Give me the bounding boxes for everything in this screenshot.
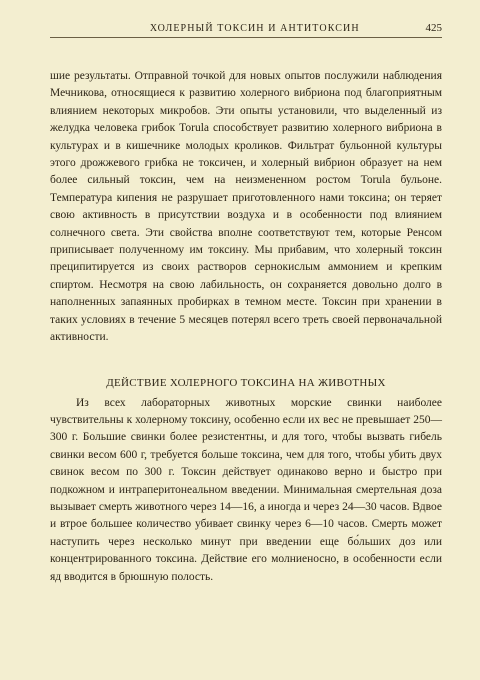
page-number: 425 [425,22,442,34]
body-paragraph: шие результаты. Отправной точкой для новых опытов послужили наблюдения Мечникова, относящиеся к развитию холерного вибриона под благоприятным влиянием некоторых микробов. Эти опыты установили, что выделенный из желудка человека грибок Torula способствует развитию холерного вибриона в культурах и в кишечнике молодых кроликов. Фильтрат бульонной культуры этого дрожжевого грибка не токсичен, и холерный вибрион образует на нем более сильный токсин, чем на неизмененном ростом Torula бульоне. Температура кипения не разрушает приготовленного нами токсина; он теряет свою активность в присутствии воздуха и в особенности под влиянием солнечного света. Эти свойства вполне соответствуют тем, которые Ренсом приписывает полученному им токсину. Мы прибавим, что холерный токсин преципитируется из своих растворов сернокислым аммонием и крепким спиртом. Несмотря на свою лабильность, он сохраняется довольно долго в наполненных запаянных пробирках в темном месте. Токсин при хранении в таких условиях в течение 5 месяцев потерял всего треть своей первоначальной активности. [50,70,442,344]
running-title: ХОЛЕРНЫЙ ТОКСИН И АНТИТОКСИН [149,23,360,34]
running-head [50,22,442,38]
section-heading: ДЕЙСТВИЕ ХОЛЕРНОГО ТОКСИНА НА ЖИВОТНЫХ [106,376,386,389]
body-paragraph: Из всех лабораторных животных морские свинки наиболее чувствительны к холерному токсину, особенно если их вес не превышает 250—300 г. Большие свинки более резистентны, и для того, чтобы вызвать гибель свинки весом 600 г, требуется больше токсина, чем для того, чтобы убить двух свинок весом по 300 г. Токсин действует одинаково верно и быстро при подкожном и интраперитонеальном введении. Минимальная смертельная доза вызывает смерть животного через 14—16, а иногда и через 24—30 часов. Вдвое и втрое большее количество убивает свинку через 6—10 часов. Смерть может наступить через несколько минут при введении еще бо́льших доз или концентрированного токсина. Действие его молниеносно, в особенности если яд вводится в брюшную полость. [50,396,442,583]
